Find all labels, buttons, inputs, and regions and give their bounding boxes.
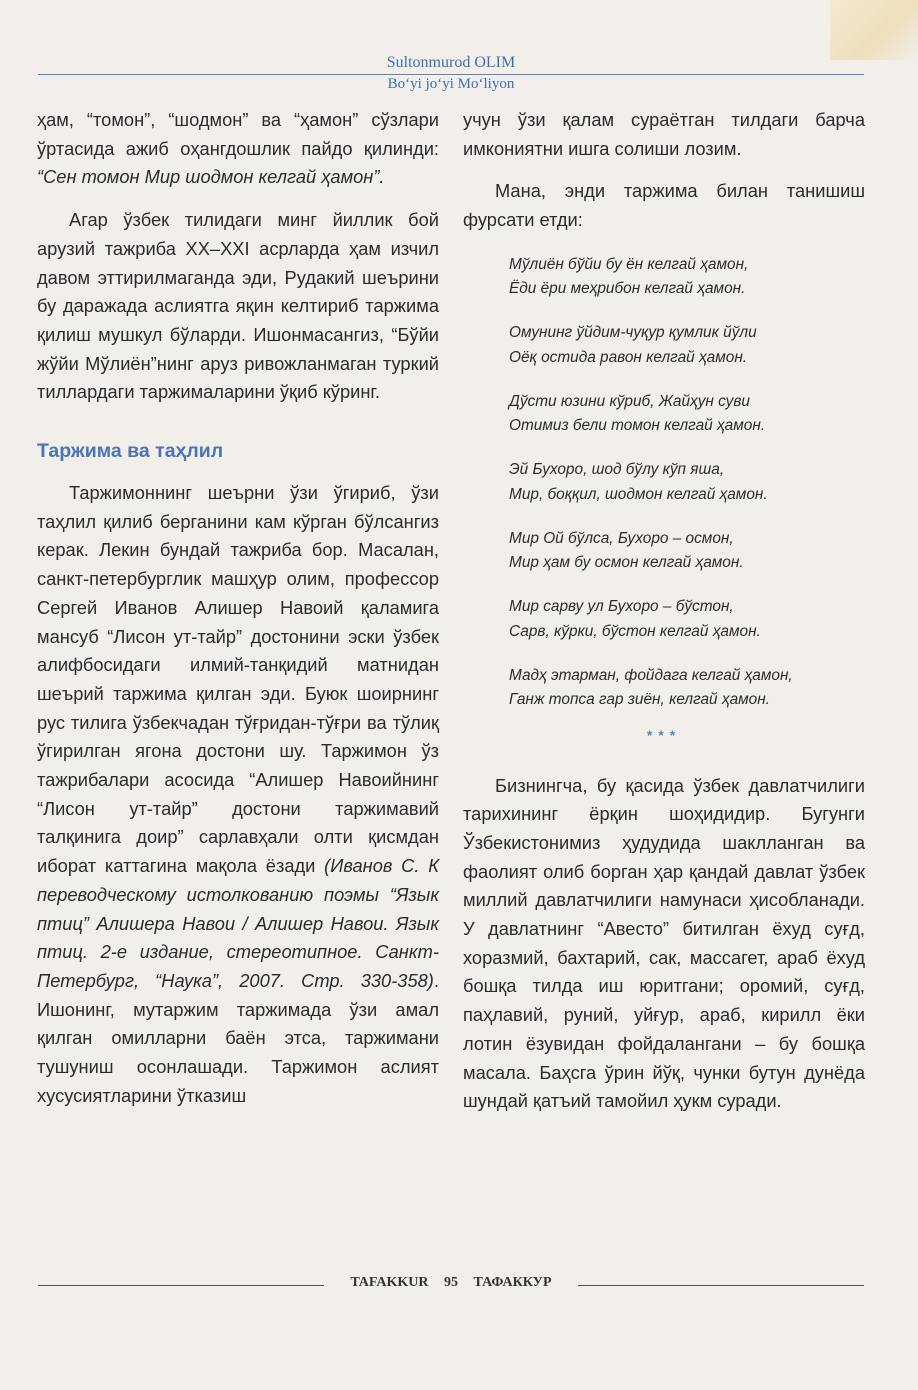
footer-magazine-latin: TAFAKKUR [350, 1275, 429, 1290]
poem-stanza [509, 664, 865, 713]
poem-stanza [509, 527, 865, 576]
paragraph-text: Таржимоннинг шеърни ўзи ўгириб, ўзи таҳлил қилиб берганини кам кўрган бўлсангиз керак. Лекин бундай тажриба бор. Масалан, санкт-петербурглик машҳур олим, профессор Сергей Иванов Алишер Навоий қаламига мансуб “Лисон ут-тайр” достонини эски ўзбек алифбосидаги илмий-танқидий матнидан шеърий таржима қилган эди. Буюк шоирнинг рус тилига ўзбекчадан тўғридан-тўғри ва тўлиқ ўгирилган ягона достони шу. Таржимон ўз тажрибалари асосида “Алишер Навоийнинг “Лисон ут-тайр” достони таржимавий талқинига доир” сарлавҳали олти қисмдан иборат каттагина мақола ёзади [37, 482, 439, 877]
poem-stanza [509, 390, 865, 439]
footer-magazine-cyrillic: ТАФАККУР [473, 1275, 552, 1290]
paragraph: Мана, энди таржима билан танишиш фурсати етди: [463, 180, 865, 231]
section-separator: *** [646, 726, 682, 743]
header-author: Sultonmurod OLIM [386, 54, 516, 71]
footer-label [324, 1275, 578, 1291]
paragraph-text: . Ишонинг, мутаржим таржимада ўзи амал қилган омилларни баён этса, таржимани тушуниш осонлашади. Таржимон аслият хусусиятларини ўтказиш [37, 969, 439, 1106]
page-footer [38, 1275, 864, 1295]
poem-line: Оёқ остида равон келгай ҳамон. [509, 348, 748, 366]
poem-stanza [509, 321, 865, 370]
poem-line: Мўлиён бўйи бу ён келгай ҳамон, [509, 255, 749, 273]
corner-decoration [830, 0, 918, 60]
poem-line: Мир ҳам бу осмон келгай ҳамон. [509, 554, 744, 572]
poem-line: Мир Ой бўлса, Бухоро – осмон, [509, 529, 734, 547]
footer-rule [578, 1285, 864, 1286]
right-column [463, 106, 865, 1116]
poem-stanza [509, 253, 865, 302]
section-heading: Таржима ва таҳлил [37, 440, 224, 463]
paragraph: Бизнингча, бу қасида ўзбек давлатчилиги тарихининг ёрқин шоҳидидир. Бугунги Ўзбекистонимиз ҳудудида шаклланган ва фаолият олиб борган ҳар қандай давлат ўзбек миллий давлатчилиги намунаси ҳисобланади. У давлатнинг “Авесто” битилган ёхуд суғд, хоразмий, бахтарий, сак, массагет, араб ёхуд бошқа тилда иш юритгани; оромий, суғд, паҳлавий, руний, уйғур, араб, кирилл ёки лотин ёзувидан фойдалангани – бу бошқа масала. Баҳсга ўрин йўқ, чунки бутун дунёда шундай қатъий тамойил ҳукм суради. [463, 774, 865, 1112]
paragraph: учун ўзи қалам сураётган тилдаги барча имкониятни ишга солиши лозим. [463, 109, 865, 159]
page-number: 95 [444, 1275, 459, 1290]
poem [509, 253, 865, 713]
poem-stanza [509, 458, 865, 507]
poem-line: Ганж топса гар зиён, келгай ҳамон. [509, 691, 770, 709]
paragraph [37, 479, 439, 1110]
poem-line: Омунинг ўйдим-чуқур қумлик йўли [509, 324, 757, 342]
poem-line: Эй Бухоро, шод бўлу кўп яша, [509, 461, 725, 479]
poem-line: Ёди ёри меҳрибон келгай ҳамон. [509, 280, 746, 298]
quote: “Сен томон Мир шодмон келгай ҳамон”. [37, 166, 385, 188]
citation: (Иванов С. К переводческому истолкованию поэмы “Язык птиц” Алишера Навои / Алишер Навои. Язык птиц. 2-е издание, стереотипное. Санкт-Петербург, “Наука”, 2007. Стр. 330-358) [37, 855, 439, 991]
poem-line: Мир сарву ул Бухоро – бўстон, [509, 598, 734, 616]
poem-line: Отимиз бели томон келгай ҳамон. [509, 417, 766, 435]
header-rule [38, 74, 864, 75]
paragraph: Агар ўзбек тилидаги минг йиллик бой арузий тажриба XX–XXI асрларда ҳам изчил давом эттирилмаганда эди, Рудакий шеърини бу даражада аслиятга яқин келтириб таржима қилиш мушкул бўларди. Ишонмасангиз, “Бўйи жўйи Мўлиён”нинг аруз ривожланмаган туркий тиллардаги таржималарини ўқиб кўринг. [37, 209, 439, 403]
paragraph [37, 106, 439, 192]
footer-rule [38, 1285, 324, 1286]
poem-line: Мадҳ этарман, фойдага келгай ҳамон, [509, 666, 793, 684]
poem-line: Мир, боққил, шодмон келгай ҳамон. [509, 485, 768, 503]
poem-stanza [509, 595, 865, 644]
paragraph-text: ҳам, “томон”, “шодмон” ва “ҳамон” сўзлари ўртасида ажиб оҳангдошлик пайдо қилинди: [37, 109, 439, 159]
left-column [37, 106, 439, 1111]
poem-line: Дўсти юзини кўриб, Жайҳун суви [509, 392, 750, 410]
header-title: Bo‘yi jo‘yi Mo‘liyon [387, 76, 515, 92]
poem-line: Сарв, кўрки, бўстон келгай ҳамон. [509, 622, 761, 640]
